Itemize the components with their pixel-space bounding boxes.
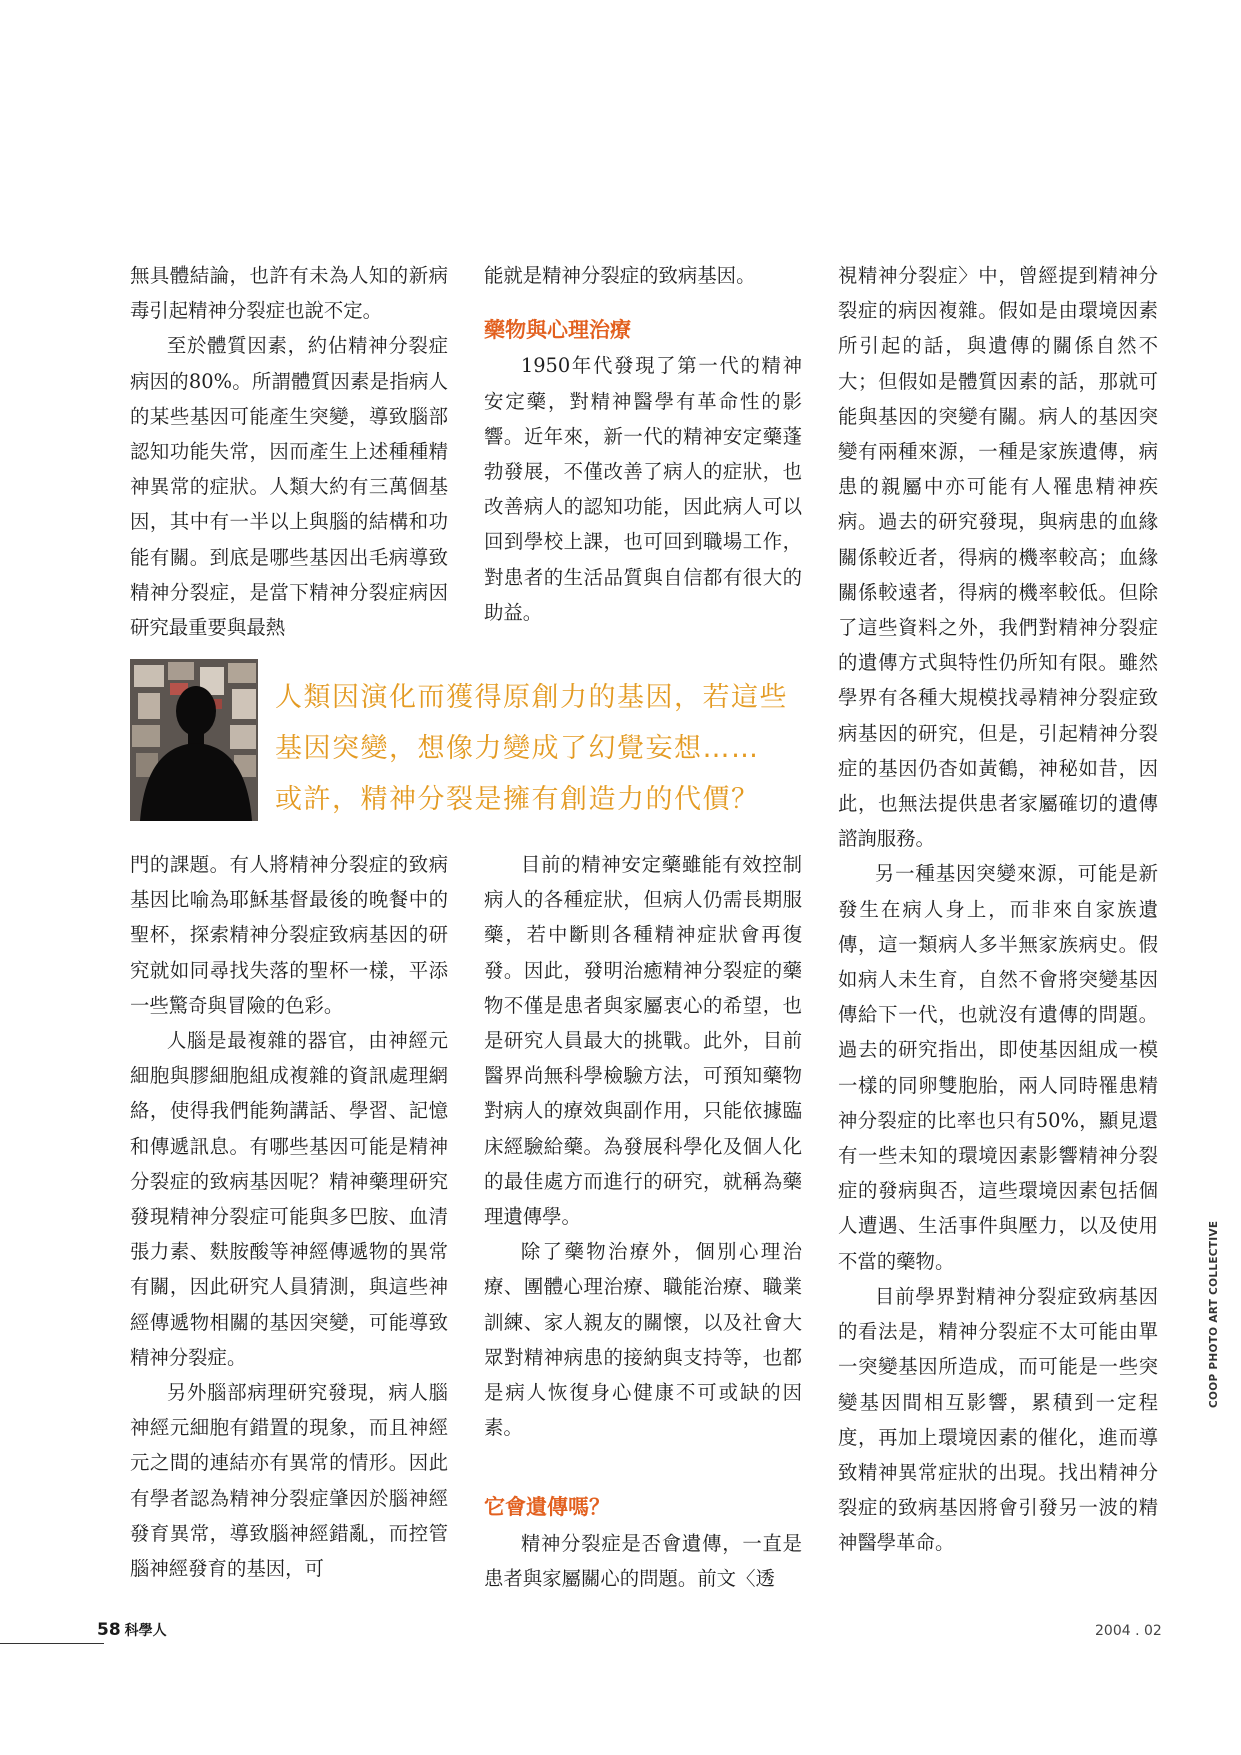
- paragraph: 無具體結論，也許有未為人知的新病毒引起精神分裂症也說不定。: [130, 264, 448, 323]
- page-footer: [97, 1620, 167, 1640]
- section-heading-heredity: 它會遺傳嗎？: [484, 1495, 610, 1520]
- silhouette-photo: [130, 659, 258, 821]
- column-1-bottom: [130, 847, 448, 1586]
- pull-quote: [275, 672, 815, 825]
- column-2-bottom: [484, 847, 802, 1596]
- paragraph: 視精神分裂症〉中，曾經提到精神分裂症的病因複雜。假如是由環境因素所引起的話，與遺傳的關係自然不大；但假如是體質因素的話，那就可能與基因的突變有關。病人的基因突變有兩種來源，一種是家族遺傳，病患的親屬中亦可能有人罹患精神疾病。過去的研究發現，與病患的血緣關係較近者，得病的機率較高；血緣關係較遠者，得病的機率較低。但除了這些資料之外，我們對精神分裂症的遺傳方式與特性仍所知有限。雖然學界有各種大規模找尋精神分裂症致病基因的研究，但是，引起精神分裂症的基因仍杳如黃鶴，神秘如昔，因此，也無法提供患者家屬確切的遺傳諮詢服務。: [838, 264, 1158, 851]
- column-3: [838, 258, 1158, 1561]
- pull-quote-line: 或許，精神分裂是擁有創造力的代價？: [275, 784, 760, 815]
- issue-date: 2004 . 02: [1095, 1623, 1162, 1639]
- page-number: 58: [97, 1620, 121, 1640]
- photo-credit: COOP PHOTO ART COLLECTIVE: [1208, 1220, 1220, 1408]
- paragraph: 1950年代發現了第一代的精神安定藥，對精神醫學有革命性的影響。近年來，新一代的精神安定藥蓬勃發展，不僅改善了病人的症狀，也改善病人的認知功能，因此病人可以回到學校上課，也可回到職場工作，對患者的生活品質與自信都有很大的助益。: [484, 354, 802, 624]
- paragraph: 目前的精神安定藥雖能有效控制病人的各種症狀，但病人仍需長期服藥，若中斷則各種精神症狀會再復發。因此，發明治癒精神分裂症的藥物不僅是患者與家屬衷心的希望，也是研究人員最大的挑戰。此外，目前醫界尚無科學檢驗方法，可預知藥物對病人的療效與副作用，只能依據臨床經驗給藥。為發展科學化及個人化的最佳處方而進行的研究，就稱為藥理遺傳學。: [484, 853, 802, 1229]
- paragraph: 人腦是最複雜的器官，由神經元細胞與膠細胞組成複雜的資訊處理網絡，使得我們能夠講話、學習、記憶和傳遞訊息。有哪些基因可能是精神分裂症的致病基因呢？精神藥理研究發現精神分裂症可能與多巴胺、血清張力素、麩胺酸等神經傳遞物的異常有關，因此研究人員猜測，與這些神經傳遞物相關的基因突變，可能導致精神分裂症。: [130, 1029, 448, 1369]
- paragraph: 另外腦部病理研究發現，病人腦神經元細胞有錯置的現象，而且神經元之間的連結亦有異常的情形。因此有學者認為精神分裂症肇因於腦神經發育異常，導致腦神經錯亂，而控管腦神經發育的基因，可: [130, 1381, 448, 1581]
- column-1-top: [130, 258, 448, 645]
- pull-quote-line: 基因突變，想像力變成了幻覺妄想……: [275, 733, 760, 764]
- paragraph: 另一種基因突變來源，可能是新發生在病人身上，而非來自家族遺傳，這一類病人多半無家族病史。假如病人未生育，自然不會將突變基因傳給下一代，也就沒有遺傳的問題。過去的研究指出，即使基因組成一模一樣的同卵雙胞胎，兩人同時罹患精神分裂症的比率也只有50%，顯見還有一些未知的環境因素影響精神分裂症的發病與否，這些環境因素包括個人遭遇、生活事件與壓力，以及使用不當的藥物。: [838, 862, 1158, 1273]
- pull-quote-line: 人類因演化而獲得原創力的基因，若這些: [275, 682, 788, 713]
- paragraph: 至於體質因素，約佔精神分裂症病因的80%。所謂體質因素是指病人的某些基因可能產生突變，導致腦部認知功能失常，因而產生上述種種精神異常的症狀。人類大約有三萬個基因，其中有一半以上與腦的結構和功能有關。到底是哪些基因出毛病導致精神分裂症，是當下精神分裂症病因研究最重要與最熱: [130, 334, 448, 640]
- footer-rule: [0, 1643, 104, 1644]
- paragraph: 除了藥物治療外，個別心理治療、團體心理治療、職能治療、職業訓練、家人親友的關懷，以及社會大眾對精神病患的接納與支持等，也都是病人恢復身心健康不可或缺的因素。: [484, 1240, 802, 1440]
- silhouette-figure-image: [130, 659, 258, 821]
- magazine-name: 科學人: [124, 1623, 167, 1639]
- paragraph: 能就是精神分裂症的致病基因。: [484, 264, 756, 287]
- paragraph: 門的課題。有人將精神分裂症的致病基因比喻為耶穌基督最後的晚餐中的聖杯，探索精神分裂症致病基因的研究就如同尋找失落的聖杯一樣，平添一些驚奇與冒險的色彩。: [130, 853, 448, 1017]
- section-heading-drugs: 藥物與心理治療: [484, 318, 631, 343]
- paragraph: 精神分裂症是否會遺傳，一直是患者與家屬關心的問題。前文〈透: [484, 1531, 802, 1590]
- column-2-top: [484, 258, 802, 630]
- paragraph: 目前學界對精神分裂症致病基因的看法是，精神分裂症不太可能由單一突變基因所造成，而可能是一些突變基因間相互影響，累積到一定程度，再加上環境因素的催化，進而導致精神異常症狀的出現。找出精神分裂症的致病基因將會引發另一波的精神醫學革命。: [838, 1284, 1158, 1555]
